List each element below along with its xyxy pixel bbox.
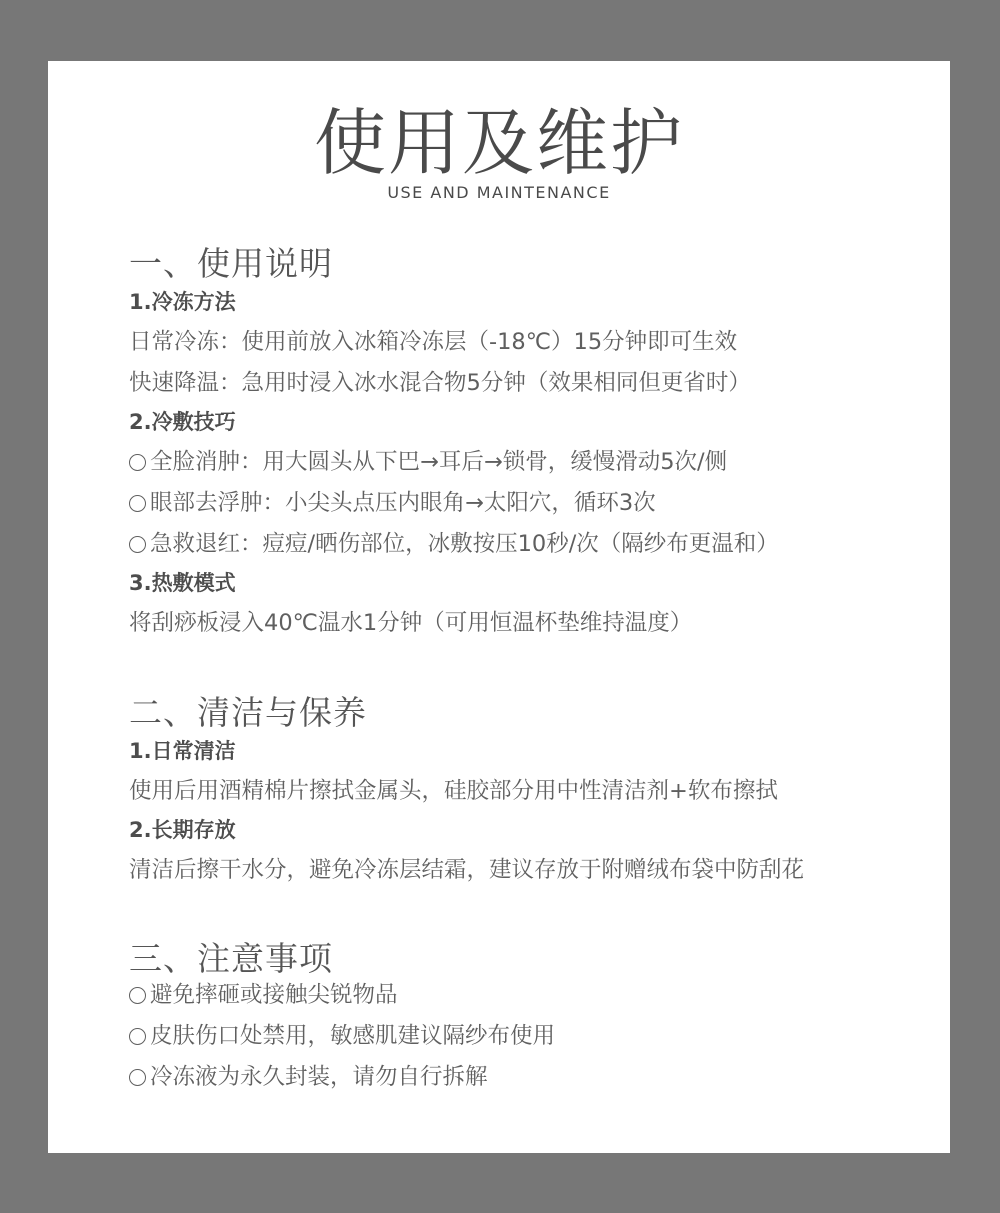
bullet-item xyxy=(129,1057,929,1098)
page-subtitle: USE AND MAINTENANCE xyxy=(387,183,611,202)
body-text: 快速降温：急用时浸入冰水混合物5分钟（效果相同但更省时） xyxy=(129,370,751,396)
bullet-text: 眼部去浮肿：小尖头点压内眼角→太阳穴，循环3次 xyxy=(150,490,656,516)
section-heading: 二、清洁与保养 xyxy=(129,693,367,732)
section-heading: 三、注意事项 xyxy=(129,939,333,978)
content-card xyxy=(48,61,950,1153)
section-cleaning xyxy=(129,691,929,891)
section-notes xyxy=(129,937,929,1098)
bullet-item xyxy=(129,483,929,524)
body-text: 清洁后擦干水分，避免冷冻层结霜，建议存放于附赠绒布袋中防刮花 xyxy=(129,857,805,883)
circle-bullet-icon xyxy=(129,987,146,1004)
subsection-title: 2.长期存放 xyxy=(129,818,236,842)
circle-bullet-icon xyxy=(129,536,146,553)
section-usage xyxy=(129,242,929,644)
subsection-title: 3.热敷模式 xyxy=(129,571,236,595)
circle-bullet-icon xyxy=(129,454,146,471)
bullet-text: 避免摔砸或接触尖锐物品 xyxy=(150,982,398,1008)
subsection-title: 2.冷敷技巧 xyxy=(129,410,236,434)
circle-bullet-icon xyxy=(129,495,146,512)
body-text: 将刮痧板浸入40℃温水1分钟（可用恒温杯垫维持温度） xyxy=(129,610,693,636)
body-text: 使用后用酒精棉片擦拭金属头，硅胶部分用中性清洁剂+软布擦拭 xyxy=(129,778,778,804)
circle-bullet-icon xyxy=(129,1028,146,1045)
subsection-title: 1.冷冻方法 xyxy=(129,290,236,314)
bullet-text: 皮肤伤口处禁用，敏感肌建议隔纱布使用 xyxy=(150,1023,556,1049)
bullet-text: 全脸消肿：用大圆头从下巴→耳后→锁骨，缓慢滑动5次/侧 xyxy=(150,449,728,475)
bullet-item xyxy=(129,442,929,483)
section-heading: 一、使用说明 xyxy=(129,244,333,283)
bullet-text: 急救退红：痘痘/晒伤部位，冰敷按压10秒/次（隔纱布更温和） xyxy=(150,531,779,557)
body-text: 日常冷冻：使用前放入冰箱冷冻层（-18℃）15分钟即可生效 xyxy=(129,329,738,355)
bullet-item xyxy=(129,524,929,565)
subsection-title: 1.日常清洁 xyxy=(129,739,236,763)
circle-bullet-icon xyxy=(129,1069,146,1086)
bullet-item xyxy=(129,1016,929,1057)
bullet-text: 冷冻液为永久封装，请勿自行拆解 xyxy=(150,1064,488,1090)
bullet-item xyxy=(129,975,929,1016)
page-title: 使用及维护 xyxy=(313,101,684,185)
